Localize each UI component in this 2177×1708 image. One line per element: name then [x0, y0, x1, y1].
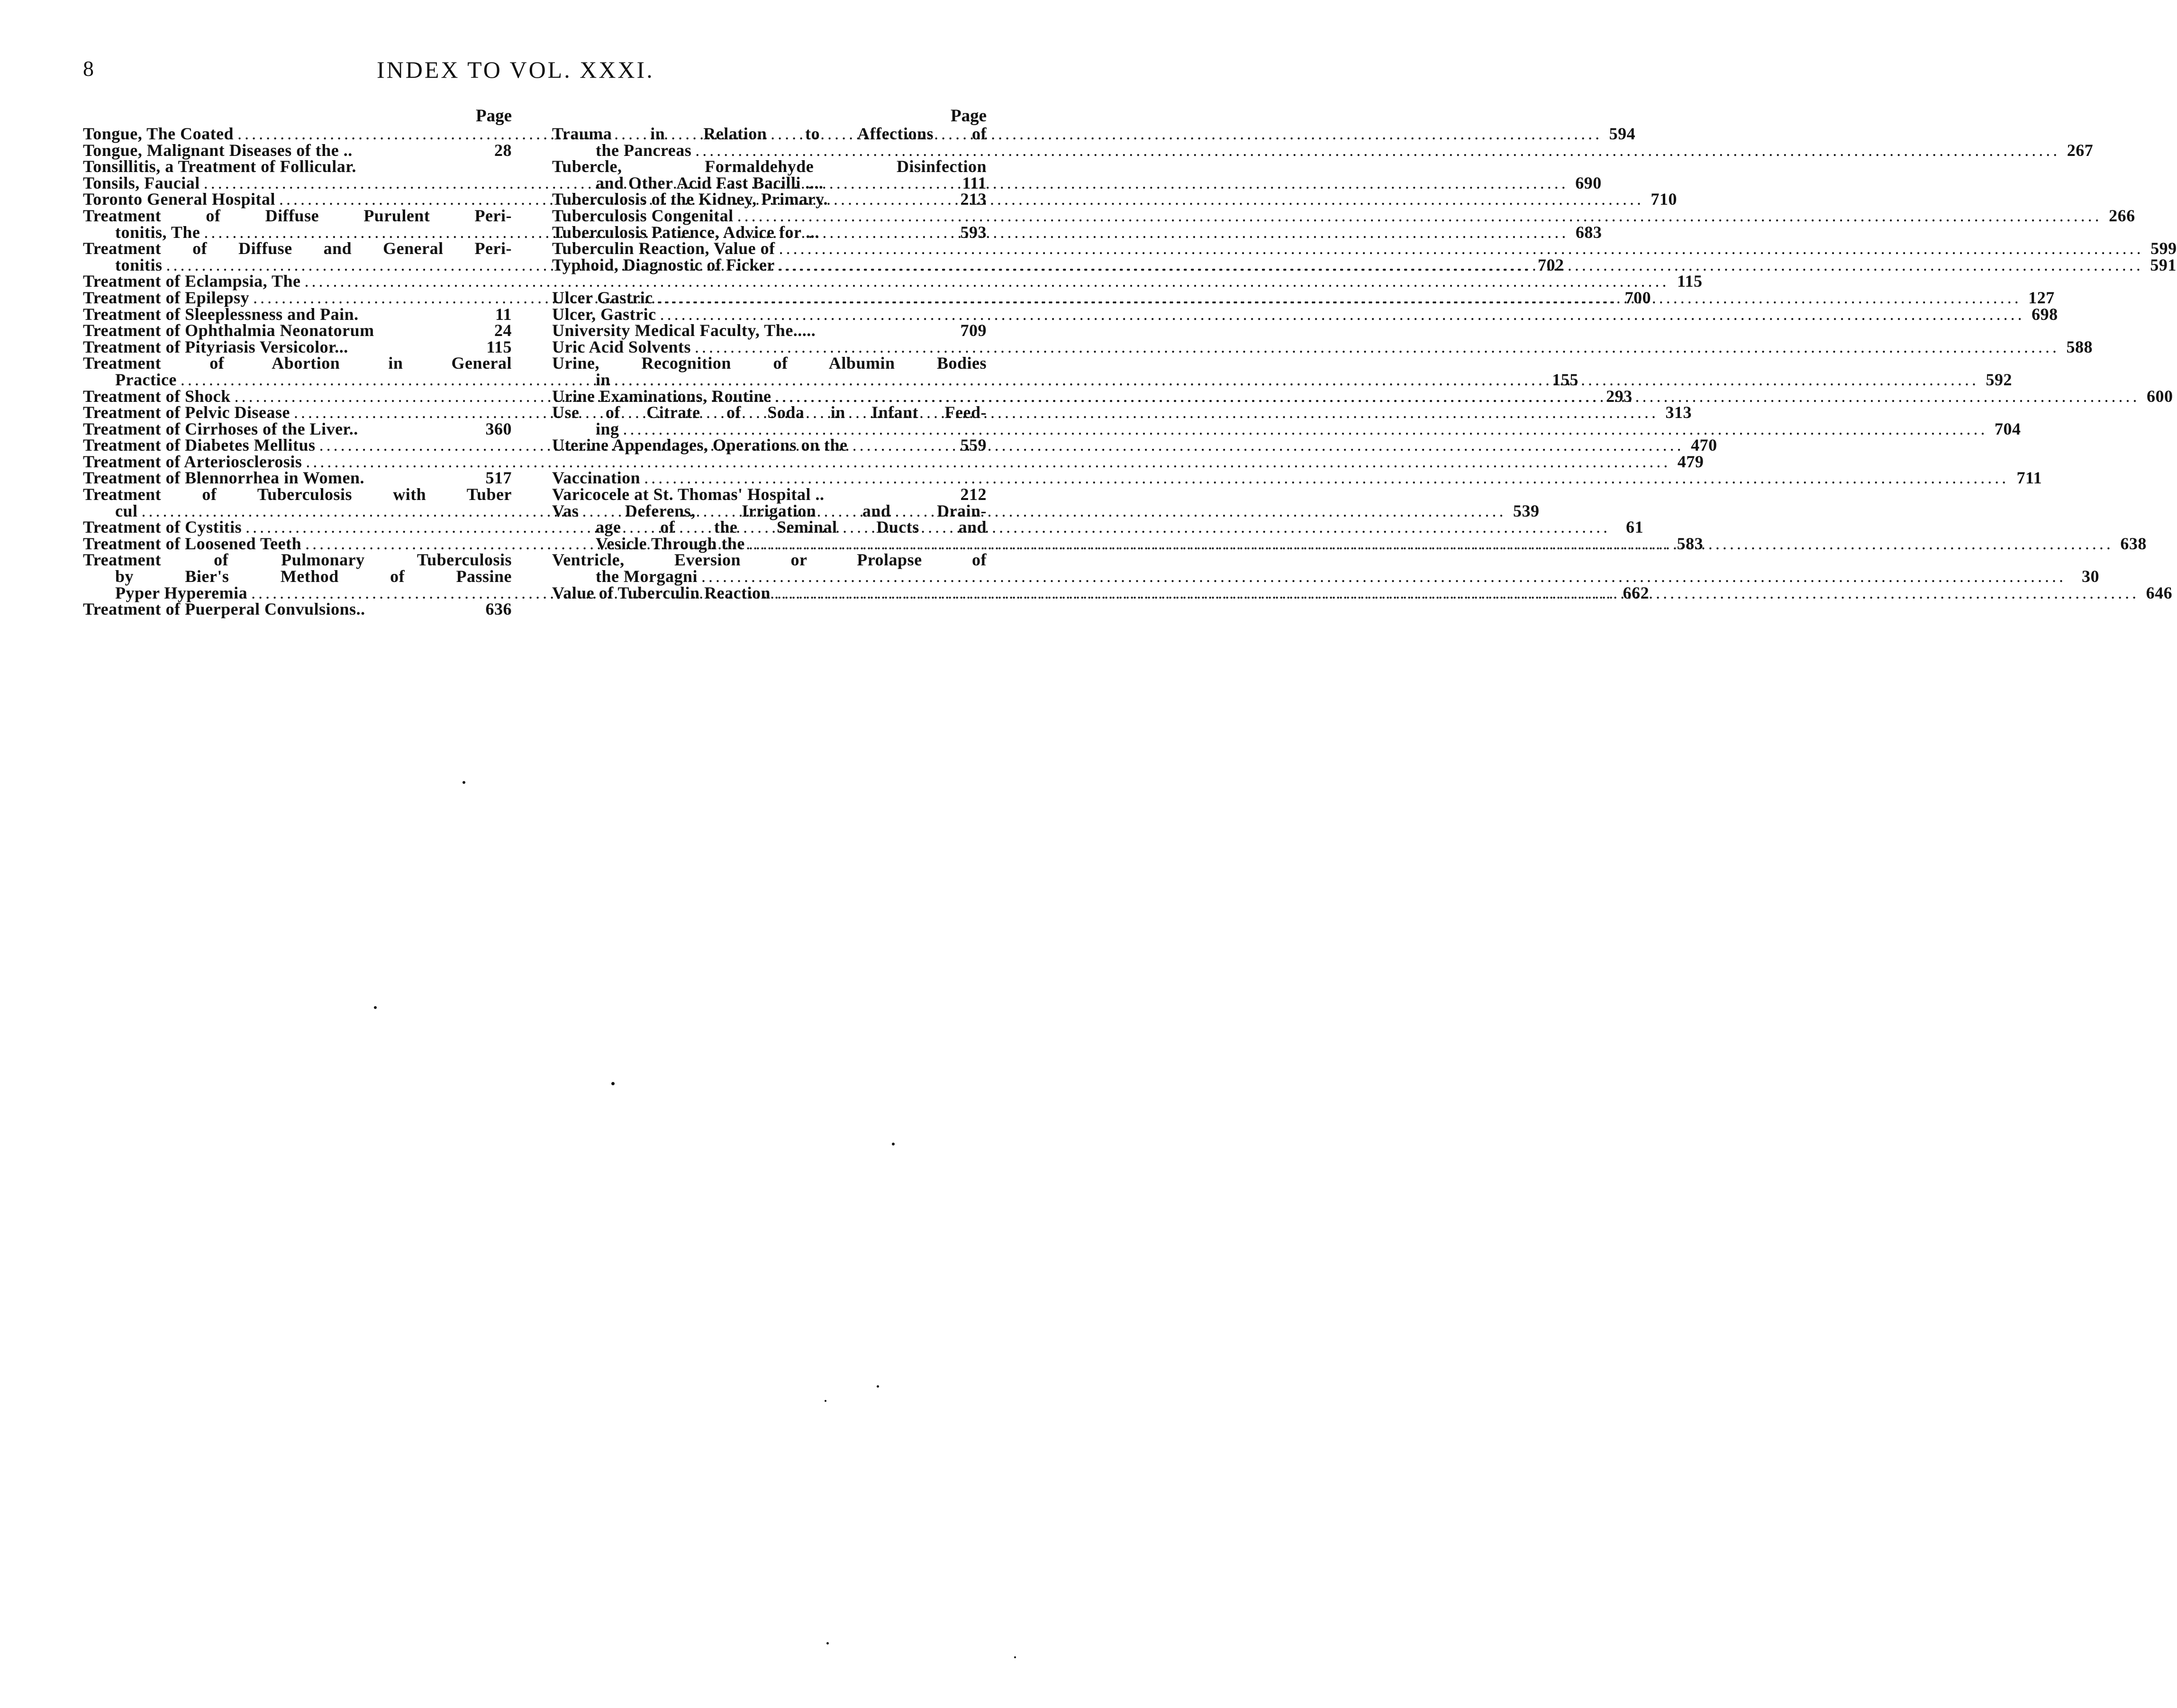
index-entry-text: Tuberculosis Patience, Advice for ... [552, 222, 819, 242]
index-entry [83, 142, 512, 159]
scan-speck [825, 1400, 826, 1402]
index-page-number: 704 [1995, 419, 2021, 438]
index-page-number: 711 [2016, 468, 2042, 488]
index-page-number: 593 [960, 222, 987, 242]
section-gap [552, 454, 987, 470]
index-entry-text: Trauma in Relation to Affections of [552, 124, 987, 143]
index-entry [83, 452, 1704, 471]
index-entry-text: tonitis [115, 255, 163, 274]
index-entry-text: Ulcer Gastric [552, 288, 653, 307]
scan-speck [892, 1143, 895, 1145]
scan-speck [1014, 1656, 1016, 1658]
dot-leader [619, 421, 1988, 437]
index-entry-text: Typhoid, Diagnostic of Ficker [552, 255, 775, 274]
index-entry [83, 306, 512, 323]
index-entry-text: cul [115, 501, 138, 520]
scan-speck [611, 1082, 615, 1085]
dot-leader [640, 470, 2009, 486]
index-entry-text: Tuberculosis Congenital [552, 206, 734, 225]
running-head: INDEX TO VOL. XXXI. [377, 56, 654, 83]
index-entry-line [552, 404, 987, 421]
index-entry-text: Ventricle, Eversion or Prolapse of [552, 550, 987, 570]
index-page-number: 213 [960, 190, 987, 209]
dot-leader [656, 306, 2025, 323]
index-entry-line [552, 126, 987, 142]
index-page-number: 594 [1609, 124, 1636, 143]
section-gap [552, 273, 987, 290]
index-entry [552, 437, 987, 454]
index-entry [552, 486, 987, 503]
index-page-number: 559 [960, 436, 987, 455]
index-entry-text: Tuberculosis of the Kidney, Primary. [552, 190, 828, 209]
index-entry-line [83, 142, 512, 159]
index-entry-text: in [596, 370, 611, 389]
index-entry-line [552, 239, 2177, 258]
index-page-number: 266 [2109, 206, 2135, 225]
index-entry-line [552, 567, 2099, 586]
index-page-number: 111 [962, 173, 987, 192]
index-entry-line [552, 437, 987, 454]
dot-leader [316, 437, 1684, 454]
index-entry-text: Uterine Appendages, Operations on the [552, 436, 848, 455]
index-page-number: 360 [485, 419, 512, 438]
index-entry-line [83, 272, 1703, 291]
index-entry-text: Treatment of Puerperal Convulsions.. [83, 600, 365, 619]
index-page-number: 11 [495, 304, 512, 324]
index-entry-line [83, 486, 512, 503]
index-page-number: 127 [2028, 288, 2055, 307]
index-entry-text: Tubercle, Formaldehyde Disinfection [552, 157, 987, 176]
index-entry-line [83, 339, 512, 355]
page-header [83, 56, 988, 89]
index-entry-text: Vas Deferens, Irrigation and Drain- [552, 501, 987, 520]
index-entry-text: Treatment of Arteriosclerosis [83, 452, 302, 471]
index-entry-text: Vesicle Through the [596, 534, 745, 553]
index-entry-text: by Bier's Method of Passine [115, 567, 512, 586]
dot-leader [691, 339, 2059, 355]
index-entry-line [552, 355, 987, 372]
index-entry-text: Treatment of Pelvic Disease [83, 403, 290, 422]
index-entry-line [83, 240, 512, 257]
index-entry-line [83, 552, 512, 568]
index-entry-line [83, 208, 512, 224]
index-entry-line [552, 486, 987, 503]
index-entry-line [83, 421, 512, 437]
index-entry-line [83, 470, 512, 486]
index-entry-line [552, 519, 987, 536]
index-page-number: 583 [1677, 534, 1704, 553]
index-entry-text: age of the Seminal Ducts and [596, 518, 987, 537]
index-page-number: 61 [1626, 518, 1644, 537]
index-page-number: 588 [2066, 337, 2093, 356]
dot-leader [610, 372, 1979, 388]
index-page-number: 470 [1691, 436, 1717, 455]
index-entry-line [83, 306, 512, 323]
index-entry [83, 272, 1703, 291]
index-entry-text: Treatment of Loosened Teeth [83, 534, 302, 553]
index-entry [552, 322, 987, 339]
index-entry-text: Treatment of Cirrhoses of the Liver.. [83, 419, 358, 438]
dot-leader [698, 568, 2066, 585]
index-entry-line [552, 140, 2094, 160]
index-entry-text: Treatment of Cystitis [83, 518, 242, 537]
index-entry-line [552, 419, 2021, 438]
index-page-number: 212 [960, 485, 987, 504]
dot-leader [775, 240, 2144, 257]
index-entry-line [552, 206, 2135, 225]
index-entry-text: Varicocele at St. Thomas' Hospital .. [552, 485, 825, 504]
index-entry [83, 158, 512, 175]
index-page-number: 591 [2150, 255, 2177, 274]
index-page-number: 698 [2032, 304, 2058, 324]
index-entry-text: Treatment of Diffuse Purulent Peri- [83, 206, 512, 225]
index-page-number: 155 [1552, 370, 1578, 389]
page-column-heading: Page [950, 106, 987, 126]
index-page-number: 28 [494, 140, 512, 160]
index-page-number: 709 [960, 321, 987, 340]
index-entry [552, 239, 2177, 258]
index-entry-text: Treatment of Blennorrhea in Women. [83, 468, 364, 488]
scan-speck [463, 781, 465, 784]
index-page-number: 683 [1575, 222, 1602, 242]
index-entry-text: Treatment of Pityriasis Versicolor... [83, 337, 348, 356]
index-entry [83, 601, 512, 618]
index-entry [552, 224, 987, 241]
index-entry-text: Uric Acid Solvents [552, 337, 691, 356]
index-entry-text: Ulcer, Gastric [552, 304, 656, 324]
index-page-number: 646 [2146, 583, 2173, 602]
index-entry-text: Value of Tuberculin Reaction [552, 583, 771, 602]
index-entry-text: Toronto General Hospital [83, 190, 276, 209]
index-entry-text: Use of Citrate of Soda in Infant Feed- [552, 403, 987, 422]
index-entry-text: Treatment of Tuberculosis with Tuber [83, 485, 512, 504]
index-page-number: 702 [1538, 255, 1564, 274]
index-page-number: 539 [1513, 501, 1540, 520]
dot-leader [771, 388, 2140, 405]
dot-leader [653, 290, 2022, 306]
index-entry-text: the Morgagni [596, 567, 698, 586]
index-entry-text: Urine Examinations, Routine [552, 386, 771, 406]
index-entry-line [83, 355, 512, 372]
index-page-number: 30 [2081, 567, 2099, 586]
index-entry-line [552, 158, 987, 175]
index-entry-text: Pyper Hyperemia [115, 583, 248, 602]
index-entry-text: Treatment of Ophthalmia Neonatorum [83, 321, 374, 340]
index-entry-text: Treatment of Shock [83, 386, 231, 406]
index-page-number: 24 [494, 321, 512, 340]
index-page-number: 710 [1651, 190, 1678, 209]
index-entry-line [552, 304, 2058, 324]
index-entry [552, 304, 2058, 324]
scan-speck [374, 1006, 377, 1009]
index-entry-text: Tongue, Malignant Diseases of the .. [83, 140, 353, 160]
index-entry-text: and Other Acid Fast Bacilli .... [596, 173, 824, 192]
index-entry-text: Treatment of Sleeplessness and Pain. [83, 304, 359, 324]
index-entry-text: Treatment of Pulmonary Tuberculosis [83, 550, 512, 570]
index-entry [552, 158, 987, 191]
index-entry-text: ing [596, 419, 619, 438]
index-entry-text: University Medical Faculty, The..... [552, 321, 816, 340]
dot-leader [691, 142, 2060, 159]
index-entry-text: Tuberculin Reaction, Value of [552, 239, 775, 258]
index-entry [552, 191, 987, 208]
index-page-number: 517 [485, 468, 512, 488]
index-entry-text: Treatment of Epilepsy [83, 288, 250, 307]
index-entry-text: Tonsils, Faucial [83, 173, 200, 192]
index-page-number: 599 [2150, 239, 2177, 258]
scan-speck [877, 1385, 879, 1388]
dot-leader [745, 536, 2114, 552]
index-page-number: 479 [1677, 452, 1704, 471]
index-entry-text: Treatment of Eclampsia, The [83, 272, 301, 291]
dot-leader [734, 208, 2102, 224]
index-page-number: 636 [485, 600, 512, 619]
index-entry-line [552, 552, 987, 568]
index-entry-text: Treatment of Abortion in General [83, 354, 512, 373]
page-column-heading: Page [475, 106, 512, 126]
index-page-number: 115 [486, 337, 512, 356]
index-entry-text: Urine, Recognition of Albumin Bodies [552, 354, 987, 373]
index-entry-line [552, 322, 987, 339]
index-page-number: 700 [1624, 288, 1651, 307]
index-entry-text: Tongue, The Coated [83, 124, 234, 143]
index-entry-line [552, 468, 2042, 488]
dot-leader [771, 585, 2139, 601]
index-entry-text: Vaccination [552, 468, 641, 488]
index-page-number: 293 [1606, 386, 1633, 406]
scan-speck [826, 1642, 829, 1644]
index-page-number: 690 [1575, 173, 1602, 192]
index-entry [552, 337, 2093, 356]
index-entry-line [552, 503, 987, 519]
index-entry-line [552, 175, 987, 191]
index-entry-line [83, 601, 512, 618]
index-page-number: 592 [1986, 370, 2013, 389]
index-entry-line [83, 158, 512, 175]
index-entry [83, 470, 512, 486]
page-number: 8 [83, 56, 94, 81]
index-page-number: 638 [2120, 534, 2147, 553]
index-entry-text: Practice [115, 370, 177, 389]
index-entry [83, 339, 512, 355]
index-entry-text: tonitis, The [115, 222, 200, 242]
index-entry [83, 421, 512, 437]
index-entry-line [552, 337, 2093, 356]
index-entry-line [552, 224, 987, 241]
index-entry-line [552, 191, 987, 208]
index-entry [552, 206, 2135, 225]
index-page-number: 313 [1665, 403, 1692, 422]
index-page-number: 600 [2147, 386, 2173, 406]
index-page-number: 662 [1623, 583, 1650, 602]
index-entry [83, 322, 512, 339]
index-entry-text: Treatment of Diabetes Mellitus [83, 436, 316, 455]
index-entry-text: Treatment of Diffuse and General Peri- [83, 239, 512, 258]
index-entry-text: Tonsillitis, a Treatment of Follicular. [83, 157, 356, 176]
dot-leader [775, 257, 2143, 273]
index-entry [552, 550, 2099, 586]
index-entry-line [83, 452, 1704, 471]
index-entry-line [83, 568, 512, 585]
index-entry-line [83, 322, 512, 339]
index-page-number: 267 [2067, 140, 2094, 160]
index-entry [552, 468, 2042, 488]
index-page-number: 115 [1677, 272, 1703, 291]
index-entry-text: the Pancreas [596, 140, 692, 160]
